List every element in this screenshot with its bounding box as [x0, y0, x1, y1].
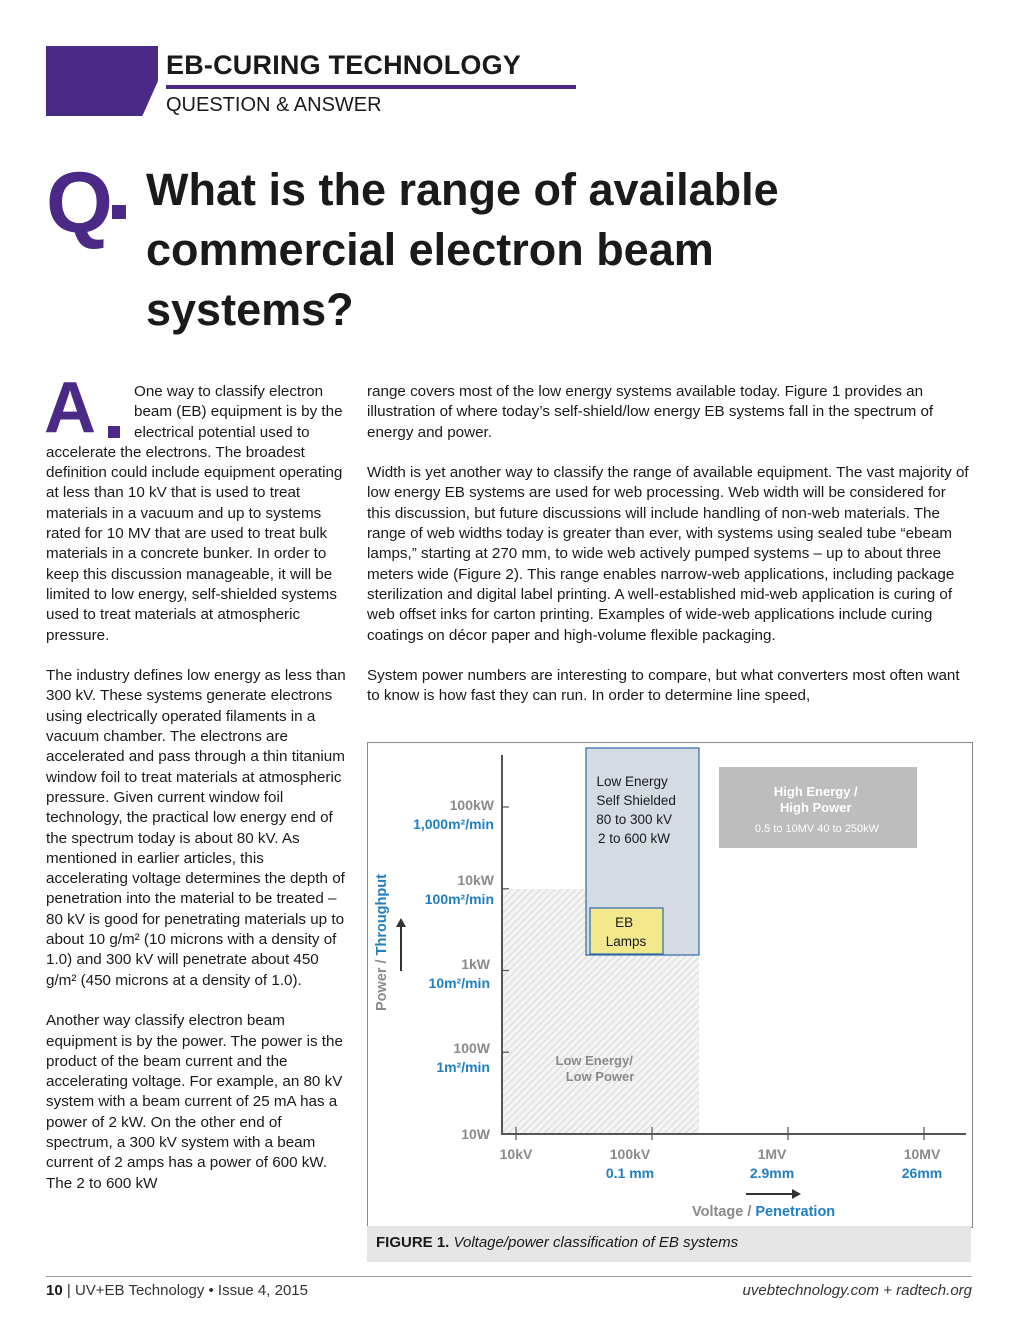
footer-rule [46, 1276, 972, 1277]
x-tick-10MV-sub: 26mm [901, 1165, 943, 1181]
footer-separator: | [66, 1282, 75, 1299]
section-color-block [46, 46, 158, 116]
page-number: 10 [46, 1282, 63, 1299]
y-tick-10kW-sub: 100m²/min [424, 891, 494, 907]
x-tick-1MV: 1MV [757, 1146, 787, 1162]
x-axis-arrowhead [792, 1189, 801, 1199]
x-tick-10MV: 10MV [903, 1146, 941, 1162]
y-axis-title: Power / Throughput [374, 874, 390, 1011]
y-tick-100kW-sub: 1,000m²/min [413, 816, 494, 832]
answer-paragraph: Width is yet another way to classify the range of available equipment. The vast majority of low energy EB systems are used for web processing. Web width will be considered for this discussion, but future discussions will include handling of non-web materials. The range of web widths today is greater than ever, with systems using sealed tube “ebeam lamps,” starting at 270 mm, to wide web actively pumped systems – up to about three meters wide (Figure 2). This range enables narrow-web applications, including package sterilization and digital label printing. A well-established mid-web application is curing of web offset inks for carton printing. Examples of wide-web applications include curing coatings on décor paper and high-volume flexible packaging. [367, 464, 969, 644]
figure-1 [367, 742, 973, 1228]
question-marker: Q [46, 155, 111, 251]
x-tick-10kV: 10kV [499, 1146, 533, 1162]
y-tick-1kW: 1kW [461, 956, 490, 972]
footer-websites[interactable]: uvebtechnology.com + radtech.org [742, 1282, 972, 1299]
y-axis-arrowhead [396, 918, 406, 927]
footer-left [46, 1282, 308, 1299]
section-subtitle: QUESTION & ANSWER [166, 94, 382, 116]
answer-paragraph: One way to classify electron beam (EB) equipment is by the electrical potential used to accelerate the electrons. The broadest definition could include equipment operating at less than 10 kV that is used to treat materials in a vacuum and up to systems rated for 10 MV that are used to treat bulk materials in a concrete bunker. In order to keep this discussion manageable, it will be limited to low energy, self-shielded systems used to treat materials at atmospheric pressure. [46, 383, 343, 644]
answer-paragraph: range covers most of the low energy systems available today. Figure 1 provides an illustration of where today’s self-shield/low energy EB systems fall in the spectrum of energy and power. [367, 383, 934, 441]
region-high-energy-label: High Energy / High Power 0.5 to 10MV 40 to 250kW [754, 784, 880, 835]
section-rule [166, 85, 576, 89]
question-text: What is the range of available commercial electron beam systems? [146, 164, 779, 335]
x-tick-100kV: 100kV [609, 1146, 651, 1162]
y-tick-1kW-sub: 10m²/min [428, 975, 490, 991]
answer-marker: A [44, 368, 96, 448]
region-low-power-label: Low Energy/ Low Power [555, 1053, 635, 1084]
y-tick-10kW: 10kW [457, 872, 494, 888]
x-axis-title: Voltage / Penetration [692, 1204, 836, 1220]
eb-classification-diagram [368, 743, 972, 1227]
answer-paragraph: System power numbers are interesting to compare, but what converters most often want to know is how fast they can run. In order to determine line speed, [367, 667, 960, 705]
section-title: EB-CURING TECHNOLOGY [166, 50, 521, 80]
y-tick-100W-sub: 1m²/min [436, 1059, 490, 1075]
answer-right-column [367, 382, 973, 727]
y-tick-100W: 100W [453, 1040, 490, 1056]
answer-left-column [46, 382, 346, 1214]
y-tick-10W: 10W [461, 1126, 490, 1142]
region-self-shielded-label: Low Energy Self Shielded 80 to 300 kV 2 to 600 kW [596, 774, 676, 846]
figure-caption [376, 1234, 738, 1251]
region-eb-lamps-label: EB Lamps [605, 915, 647, 949]
question-marker-dot [112, 205, 126, 219]
answer-paragraph: Another way classify electron beam equipment is by the power. The power is the product of the beam current and the accelerating voltage. For example, an 80 kV system with a beam current of 25 mA has a power of 2 kW. On the other end of spectrum, a 300 kV system with a beam current of 2 amps has a power of 600 kW. The 2 to 600 kW [46, 1012, 343, 1192]
x-tick-1MV-sub: 2.9mm [749, 1165, 795, 1181]
publication-info: UV+EB Technology • Issue 4, 2015 [74, 1282, 308, 1299]
figure-caption-text: Voltage/power classification of EB systems [453, 1234, 739, 1251]
x-tick-100kV-sub: 0.1 mm [605, 1165, 655, 1181]
figure-label: FIGURE 1. [376, 1234, 450, 1251]
answer-paragraph: The industry defines low energy as less than 300 kV. These systems generate electrons using electrically operated filaments in a vacuum chamber. The electrons are accelerated and pass through a thin titanium window foil to treat materials at atmospheric pressure. Given current window foil technology, the practical low energy end of the spectrum today is about 80 kV. As mentioned in earlier articles, this accelerating voltage determines the depth of penetration into the material to be treated – 80 kV is good for penetrating materials up to about 10 g/m² (10 microns with a density of 1.0) and 300 kV will penetrate about 450 g/m² (450 microns at a density of 1.0). [46, 667, 346, 989]
y-tick-100kW: 100kW [449, 797, 494, 813]
